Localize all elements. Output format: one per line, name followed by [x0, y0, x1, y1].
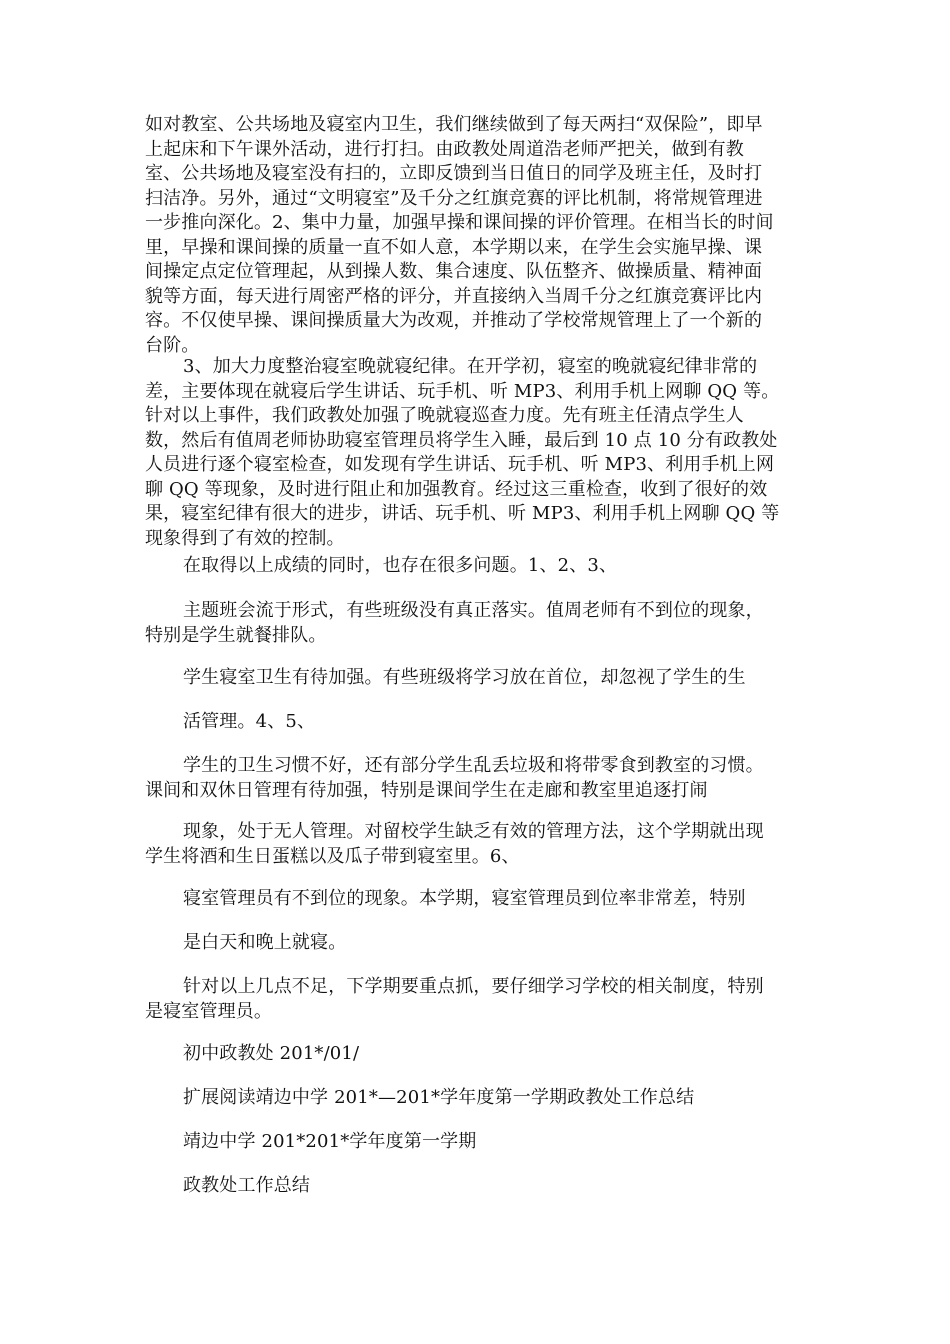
paragraph-next-term: [145, 975, 810, 1024]
paragraph-problems-intro: [145, 554, 810, 579]
paragraph-daytime-night: [145, 931, 810, 956]
text-line: 如对教室、公共场地及寝室内卫生，我们继续做到了每天两扫“双保险”，即早: [145, 114, 763, 135]
paragraph-life-management: [145, 710, 810, 735]
text-line: 容。不仅使早操、课间操质量大为改观，并推动了学校常规管理上了一个新的: [145, 310, 763, 331]
text-line: 特别是学生就餐排队。: [145, 624, 327, 646]
text-line: 扫洁净。另外，通过“文明寝室”及千分之红旗竞赛的评比机制，将常规管理进: [145, 187, 763, 209]
text-line: 台阶。: [145, 334, 200, 356]
text-line: 针对以上几点不足，下学期要重点抓，要仔细学习学校的相关制度，特别: [183, 976, 764, 997]
paragraph-unsupervised: [145, 820, 810, 869]
paragraph-class-meeting: [145, 599, 810, 648]
text-line: 学生的卫生习惯不好，还有部分学生乱丢垃圾和将带零食到教室的习惯。: [183, 755, 764, 776]
paragraph-hygiene-and-exercise: [145, 113, 810, 358]
text-line: 现象，处于无人管理。对留校学生缺乏有效的管理方法，这个学期就出现: [183, 821, 764, 842]
text-line: 现象得到了有效的控制。: [145, 527, 345, 549]
text-line: 是寝室管理员。: [145, 1000, 273, 1022]
extended-reading-title: [145, 1086, 810, 1111]
paragraph-dorm-hygiene: [145, 666, 810, 691]
text-line: 扩展阅读靖边中学 201*—201*学年度第一学期政教处工作总结: [183, 1087, 695, 1108]
text-line: 政教处工作总结: [183, 1175, 311, 1196]
signature-date: [145, 1042, 810, 1067]
text-line: 人员进行逐个寝室检查，如发现有学生讲话、玩手机、听 MP3、利用手机上网: [145, 454, 775, 475]
text-line: 主题班会流于形式，有些班级没有真正落实。值周老师有不到位的现象，: [183, 600, 764, 621]
text-line: 差，主要体现在就寝后学生讲话、玩手机、听 MP3、利用手机上网聊 QQ 等。: [145, 380, 780, 402]
text-line: 聊 QQ 等现象，及时进行阻止和加强教育。经过这三重检查，收到了很好的效: [145, 478, 768, 500]
text-line: 初中政教处 201*/01/: [183, 1043, 360, 1064]
text-line: 间操定点定位管理起，从到操人数、集合速度、队伍整齐、做操质量、精神面: [145, 261, 763, 282]
paragraph-dormitory-discipline: [145, 355, 810, 551]
text-line: 数，然后有值周老师协助寝室管理员将学生入睡，最后到 10 点 10 分有政教处: [145, 429, 778, 451]
text-line: 上起床和下午课外活动，进行打扫。由政教处周道浩老师严把关，做到有教: [145, 138, 744, 160]
school-term-heading: [145, 1130, 810, 1155]
text-line: 室、公共场地及寝室没有扫的，立即反馈到当日值日的同学及班主任，及时打: [145, 163, 763, 184]
text-line: 课间和双休日管理有待加强，特别是课间学生在走廊和教室里追逐打闹: [145, 779, 708, 801]
text-line: 学生将酒和生日蛋糕以及瓜子带到寝室里。6、: [145, 845, 520, 867]
text-line: 3、加大力度整治寝室晚就寝纪律。在开学初，寝室的晚就寝纪律非常的: [183, 356, 758, 377]
text-line: 在取得以上成绩的同时，也存在很多问题。1、2、3、: [183, 555, 618, 576]
text-line: 貌等方面，每天进行周密严格的评分，并直接纳入当周千分之红旗竞赛评比内: [145, 285, 763, 307]
text-line: 一步推向深化。2、集中力量，加强早操和课间操的评价管理。在相当长的时间: [145, 212, 774, 233]
paragraph-hygiene-habits: [145, 754, 810, 803]
work-summary-heading: [145, 1174, 810, 1199]
text-line: 是白天和晚上就寝。: [183, 932, 347, 953]
paragraph-dorm-manager: [145, 887, 810, 912]
text-line: 寝室管理员有不到位的现象。本学期，寝室管理员到位率非常差，特别: [183, 888, 746, 909]
text-line: 针对以上事件，我们政教处加强了晚就寝巡查力度。先有班主任清点学生人: [145, 405, 744, 426]
text-line: 里，早操和课间操的质量一直不如人意，本学期以来，在学生会实施早操、课: [145, 236, 763, 258]
text-line: 学生寝室卫生有待加强。有些班级将学习放在首位，却忽视了学生的生: [183, 667, 746, 688]
text-line: 果，寝室纪律有很大的进步，讲话、玩手机、听 MP3、利用手机上网聊 QQ 等: [145, 503, 780, 524]
text-line: 活管理。4、5、: [183, 711, 316, 732]
text-line: 靖边中学 201*201*学年度第一学期: [183, 1131, 477, 1152]
